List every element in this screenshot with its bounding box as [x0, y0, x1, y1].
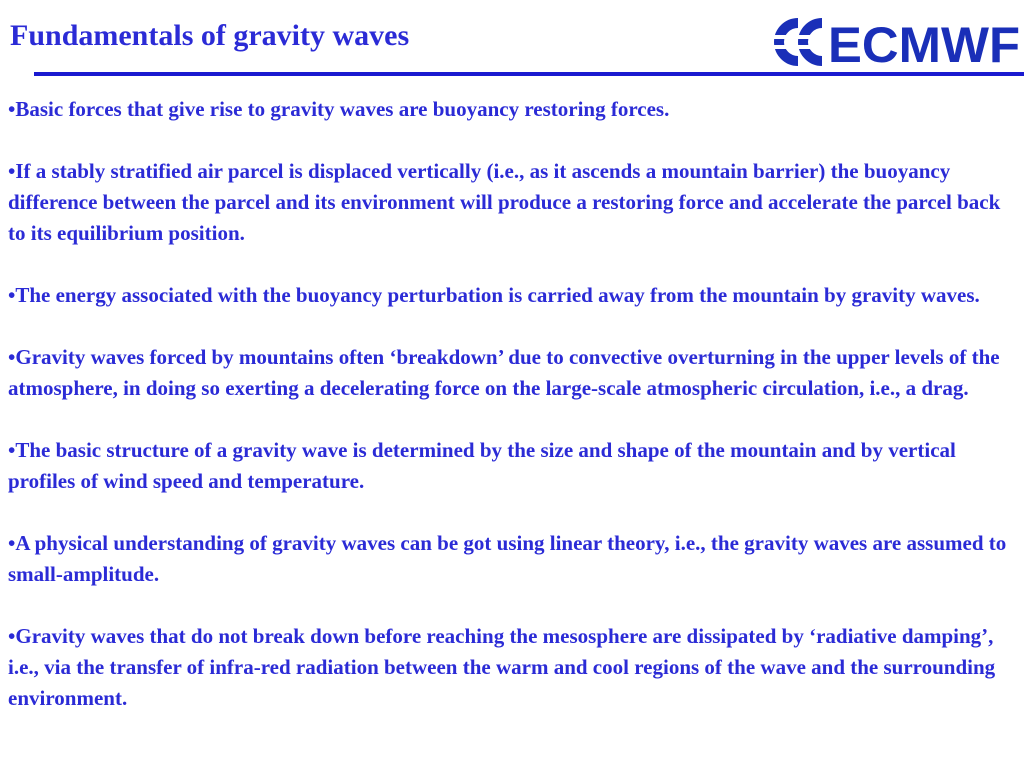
bullet-item: • Basic forces that give rise to gravity waves are buoyancy restoring forces. [8, 94, 1008, 125]
title-divider [34, 72, 1024, 76]
ecmwf-logo [764, 14, 1022, 70]
slide-title: Fundamentals of gravity waves [10, 19, 410, 52]
bullet-list [8, 94, 1008, 745]
bullet-item: • Gravity waves forced by mountains often ‘breakdown’ due to convective overturning in the upper levels of the atmosphere, in doing so exerting a decelerating force on the large-scale atmospheric circulation, i.e., a drag. [8, 342, 1008, 404]
logo-text: ECMWF [828, 17, 1020, 70]
bullet-item: • If a stably stratified air parcel is displaced vertically (i.e., as it ascends a mountain barrier) the buoyancy difference between the parcel and its environment will produce a restoring force and accelerate the parcel back to its equilibrium position. [8, 156, 1008, 249]
bullet-item: • Gravity waves that do not break down before reaching the mesosphere are dissipated by ‘radiative damping’, i.e., via the transfer of infra-red radiation between the warm and cool regions of the wave and the surrounding environment. [8, 621, 1008, 714]
bullet-item: • The energy associated with the buoyancy perturbation is carried away from the mountain by gravity waves. [8, 280, 1008, 311]
bullet-item: • A physical understanding of gravity waves can be got using linear theory, i.e., the gravity waves are assumed to small-amplitude. [8, 528, 1008, 590]
bullet-item: • The basic structure of a gravity wave is determined by the size and shape of the mountain and by vertical profiles of wind speed and temperature. [8, 435, 1008, 497]
